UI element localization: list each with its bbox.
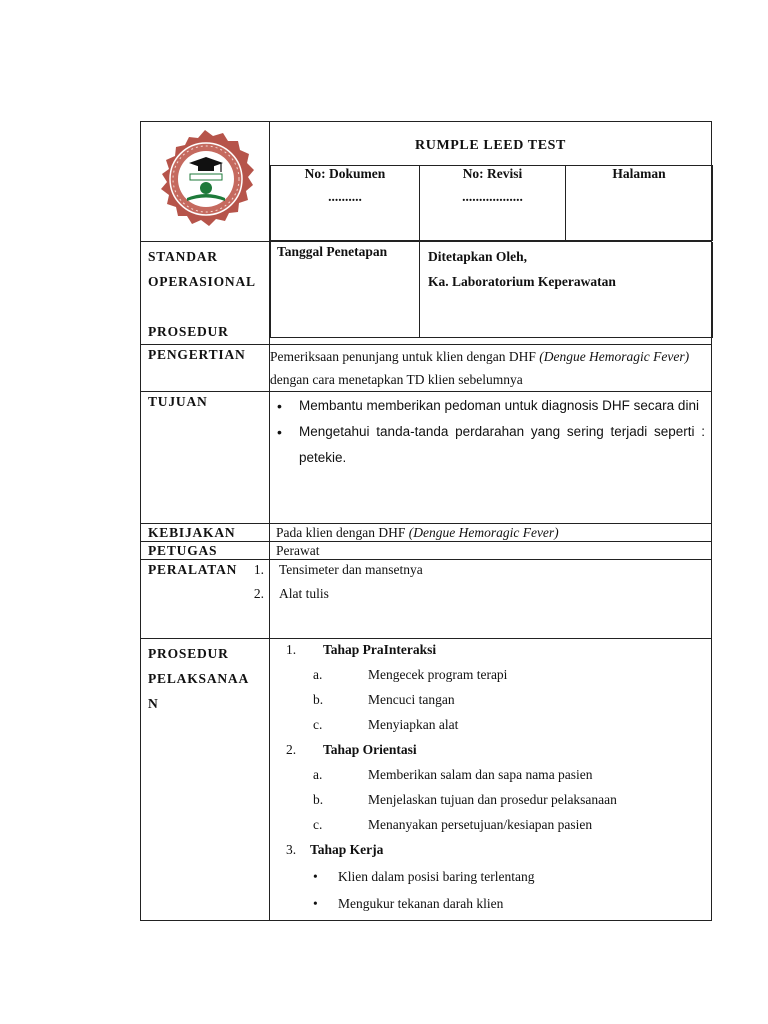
- step-sub-item: c. Menyiapkan alat: [313, 717, 459, 732]
- step-sub-item: a. Mengecek program terapi: [313, 667, 508, 682]
- step-title: Tahap PraInteraksi: [323, 642, 437, 657]
- pengertian-label: PENGERTIAN: [148, 347, 246, 362]
- step-title: Tahap Orientasi: [323, 742, 417, 757]
- kebijakan-text-cell: [270, 524, 712, 542]
- sop-table: [140, 121, 712, 921]
- standar-label-line-3: PROSEDUR: [148, 324, 229, 339]
- petugas-text: Perawat: [276, 543, 320, 558]
- tujuan-item: • Membantu memberikan pedoman untuk diagnosis DHF secara dini: [270, 393, 705, 419]
- header-right-cell: [270, 122, 712, 242]
- step-sub-item: b. Mencuci tangan: [313, 692, 455, 707]
- peralatan-item: Alat tulis: [279, 586, 329, 601]
- tujuan-label: TUJUAN: [148, 394, 208, 409]
- kebijakan-label-cell: [141, 524, 270, 542]
- step-number: 3.: [286, 842, 297, 857]
- petugas-row: [141, 542, 712, 560]
- standar-row: [141, 242, 712, 345]
- peralatan-item: Tensimeter dan mansetnya: [279, 562, 423, 577]
- sop-document: [140, 121, 711, 921]
- step-title: Tahap Kerja: [310, 842, 384, 857]
- prosedur-label-line-1: PROSEDUR: [148, 646, 229, 661]
- halaman-label: Halaman: [612, 166, 666, 181]
- peralatan-label-cell: [141, 560, 270, 639]
- peralatan-num-1: 1.: [253, 562, 264, 577]
- pengertian-text-cell: [270, 345, 712, 392]
- step-heading: [270, 639, 711, 664]
- step-bullet-item: • Klien dalam posisi baring terlentang: [270, 866, 711, 893]
- petugas-label: PETUGAS: [148, 543, 218, 558]
- no-revisi-value: ..................: [462, 189, 523, 204]
- institution-seal-icon: [149, 128, 261, 238]
- kebijakan-text-a: Pada klien dengan DHF: [276, 525, 409, 540]
- logo-cell: [141, 122, 270, 242]
- halaman-cell: [566, 166, 713, 241]
- standar-label-line-1: STANDAR: [148, 249, 218, 264]
- peralatan-num-2: 2.: [253, 586, 264, 601]
- pengertian-text-italic: (Dengue Hemoragic Fever): [539, 349, 690, 364]
- ditetapkan-line-1: Ditetapkan Oleh,: [428, 249, 528, 264]
- standar-content-cell: [270, 242, 712, 345]
- document-title: RUMPLE LEED TEST: [415, 138, 566, 153]
- pengertian-text-b: dengan cara menetapkan TD klien sebelumnya: [270, 372, 523, 387]
- kebijakan-label: KEBIJAKAN: [148, 525, 236, 540]
- prosedur-label-line-2: PELAKSANAA: [148, 671, 250, 686]
- pengertian-label-cell: [141, 345, 270, 392]
- step-sub-item: b. Menjelaskan tujuan dan prosedur pelaksanaan: [313, 792, 617, 807]
- no-dokumen-value: ..........: [328, 189, 362, 204]
- pengertian-text-a: Pemeriksaan penunjang untuk klien dengan DHF: [270, 349, 540, 364]
- step-heading: [270, 739, 711, 764]
- step-heading: [270, 839, 711, 866]
- petugas-text-cell: [270, 542, 712, 560]
- tujuan-list: [270, 392, 711, 471]
- tujuan-content-cell: [270, 392, 712, 524]
- ditetapkan-cell: [420, 242, 713, 338]
- kebijakan-text-italic: (Dengue Hemoragic Fever): [408, 525, 559, 540]
- step-sub-item: a. Memberikan salam dan sapa nama pasien: [313, 767, 593, 782]
- kebijakan-row: [141, 524, 712, 542]
- tujuan-label-cell: [141, 392, 270, 524]
- no-dokumen-cell: [271, 166, 420, 241]
- ditetapkan-line-2: Ka. Laboratorium Keperawatan: [428, 274, 616, 289]
- prosedur-label-cell: [141, 639, 270, 921]
- standar-label-cell: [141, 242, 270, 345]
- prosedur-label-line-3: N: [148, 696, 159, 711]
- prosedur-content-cell: [270, 639, 712, 921]
- standar-label-line-2: OPERASIONAL: [148, 274, 256, 289]
- no-dokumen-label: No: Dokumen: [304, 166, 386, 181]
- prosedur-row: [141, 639, 712, 921]
- tujuan-row: [141, 392, 712, 524]
- step-bullet-item: • Mengukur tekanan darah klien: [270, 893, 711, 920]
- tanggal-penetapan-label: Tanggal Penetapan: [277, 244, 388, 259]
- peralatan-row: [141, 560, 712, 639]
- header-row: [141, 122, 712, 242]
- peralatan-content-cell: [270, 560, 712, 639]
- no-revisi-cell: [420, 166, 566, 241]
- petugas-label-cell: [141, 542, 270, 560]
- tujuan-item: • Mengetahui tanda-tanda perdarahan yang sering terjadi seperti : petekie.: [270, 419, 705, 471]
- peralatan-label: PERALATAN: [148, 562, 238, 577]
- tanggal-penetapan-cell: [271, 242, 420, 338]
- no-revisi-label: No: Revisi: [462, 166, 523, 181]
- pengertian-row: [141, 345, 712, 392]
- step-number: 1.: [286, 642, 297, 657]
- step-sub-item: c. Menanyakan persetujuan/kesiapan pasien: [313, 817, 593, 832]
- step-number: 2.: [286, 742, 297, 757]
- header-info-table: [270, 165, 713, 241]
